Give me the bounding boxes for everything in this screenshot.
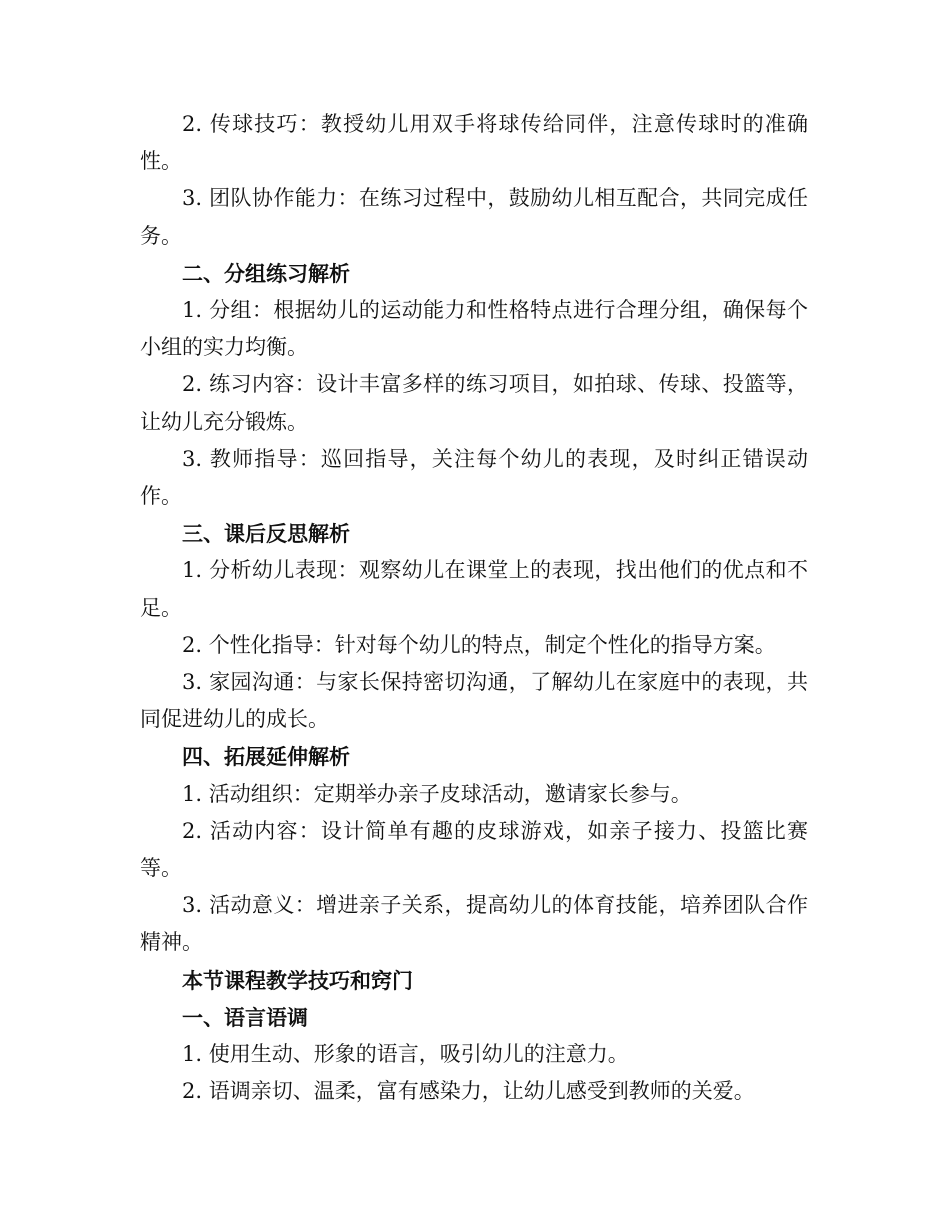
paragraph: 2. 个性化指导：针对每个幼儿的特点，制定个性化的指导方案。 — [182, 632, 776, 657]
paragraph: 3. 教师指导：巡回指导，关注每个幼儿的表现，及时纠正错误动作。 — [140, 446, 808, 509]
paragraph: 2. 练习内容：设计丰富多样的练习项目，如拍球、传球、投篮等，让幼儿充分锻炼。 — [140, 372, 808, 434]
section-heading: 一、语言语调 — [182, 1004, 308, 1030]
document-body — [140, 106, 808, 1110]
section-heading: 本节课程教学技巧和窍门 — [182, 967, 413, 993]
paragraph: 1. 使用生动、形象的语言，吸引幼儿的注意力。 — [182, 1042, 629, 1067]
section-heading: 四、拓展延伸解析 — [182, 744, 350, 770]
paragraph: 1. 活动组织：定期举办亲子皮球活动，邀请家长参与。 — [182, 781, 692, 806]
paragraph: 2. 活动内容：设计简单有趣的皮球游戏，如亲子接力、投篮比赛等。 — [140, 818, 808, 881]
paragraph: 3. 活动意义：增进亲子关系，提高幼儿的体育技能，培养团队合作精神。 — [140, 893, 808, 955]
paragraph: 2. 传球技巧：教授幼儿用双手将球传给同伴，注意传球时的准确性。 — [140, 112, 808, 174]
paragraph: 1. 分析幼儿表现：观察幼儿在课堂上的表现，找出他们的优点和不足。 — [140, 558, 808, 620]
paragraph: 3. 家园沟通：与家长保持密切沟通，了解幼儿在家庭中的表现，共同促进幼儿的成长。 — [140, 670, 808, 732]
paragraph: 3. 团队协作能力：在练习过程中，鼓励幼儿相互配合，共同完成任务。 — [140, 186, 808, 248]
section-heading: 三、课后反思解析 — [182, 521, 350, 547]
section-heading: 二、分组练习解析 — [182, 260, 350, 286]
paragraph: 1. 分组：根据幼儿的运动能力和性格特点进行合理分组，确保每个小组的实力均衡。 — [140, 298, 808, 360]
paragraph: 2. 语调亲切、温柔，富有感染力，让幼儿感受到教师的关爱。 — [182, 1079, 755, 1104]
